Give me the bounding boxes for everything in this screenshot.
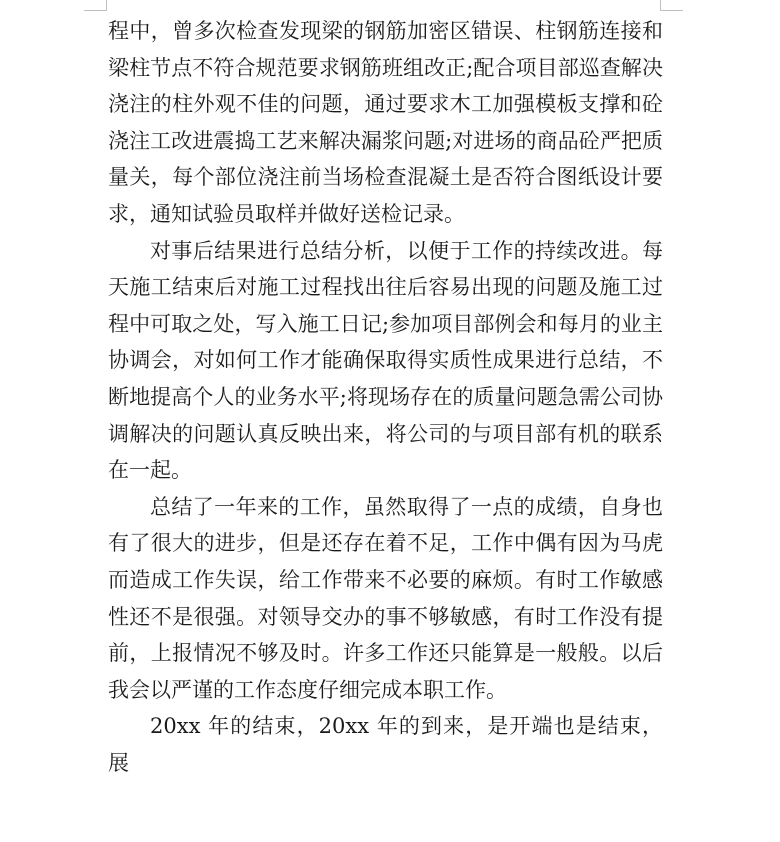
margin-corner-mark-right	[660, 0, 683, 11]
paragraph-summary: 总结了一年来的工作，虽然取得了一点的成绩，自身也有了很大的进步，但是还存在着不足，工作中偶有因为马虎而造成工作失误，给工作带来不必要的麻烦。有时工作敏感性还不是很强。对领导交办的事不够敏感，有时工作没有提前，上报情况不够及时。许多工作还只能算是一般般。以后我会以严谨的工作态度仔细完成本职工作。	[108, 494, 663, 702]
paragraph-analysis: 对事后结果进行总结分析，以便于工作的持续改进。每天施工结束后对施工过程找出往后容易出现的问题及施工过程中可取之处，写入施工日记;参加项目部例会和每月的业主协调会，对如何工作才能确保取得实质性成果进行总结，不断地提高个人的业务水平;将现场存在的质量问题急需公司协调解决的问题认真反映出来，将公司的与项目部有机的联系在一起。	[108, 238, 663, 483]
margin-corner-mark-left	[84, 0, 107, 11]
document-body	[108, 13, 663, 781]
paragraph-continuation: 程中，曾多次检查发现梁的钢筋加密区错误、柱钢筋连接和梁柱节点不符合规范要求钢筋班组改正;配合项目部巡查解决浇注的柱外观不佳的问题，通过要求木工加强模板支撑和砼浇注工改进震捣工艺来解决漏浆问题;对进场的商品砼严把质量关，每个部位浇注前当场检查混凝土是否符合图纸设计要求，通知试验员取样并做好送检记录。	[108, 19, 663, 226]
paragraph-new-year: 20xx 年的结束，20xx 年的到来，是开端也是结束，展	[108, 714, 663, 775]
